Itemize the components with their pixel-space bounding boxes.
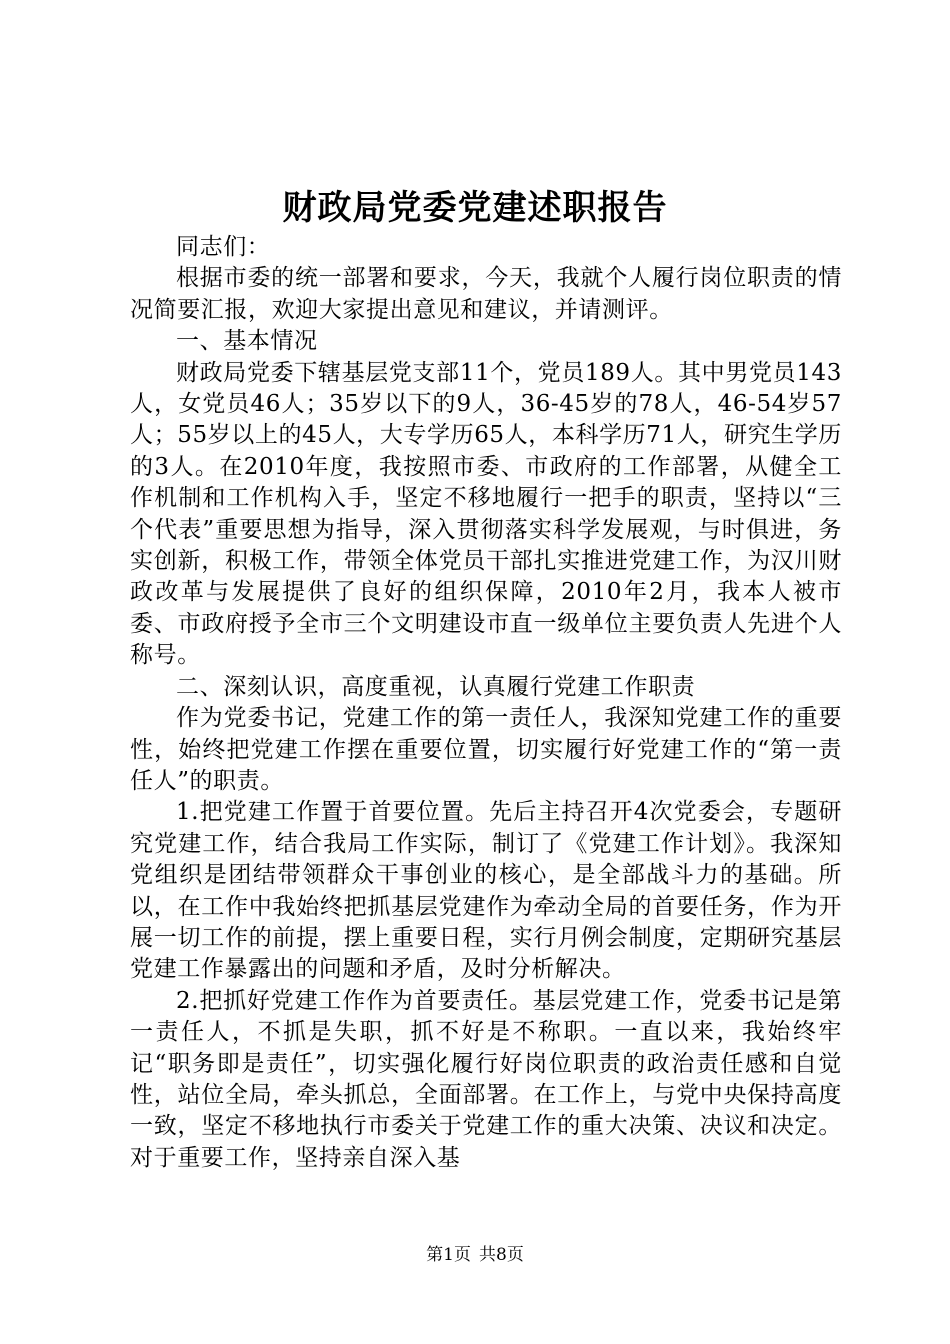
- item-1-paragraph: 1.把党建工作置于首要位置。先后主持召开4次党委会，专题研究党建工作，结合我局工作实际，制订了《党建工作计划》。我深知党组织是团结带领群众干事创业的核心，是全部战斗力的基础。所以，在工作中我始终把抓基层党建作为牵动全局的首要任务，作为开展一切工作的前提，摆上重要日程，实行月例会制度，定期研究基层党建工作暴露出的问题和矛盾，及时分析解决。: [130, 799, 842, 983]
- page-footer: [0, 1243, 950, 1267]
- page-number: 第1页: [426, 1245, 471, 1265]
- page-total: 共8页: [479, 1245, 524, 1265]
- item-2-paragraph: 2.把抓好党建工作作为首要责任。基层党建工作，党委书记是第一责任人，不抓是失职，抓不好是不称职。一直以来，我始终牢记“职务即是责任”，切实强化履行好岗位职责的政治责任感和自觉性，站位全局，牵头抓总，全面部署。在工作上，与党中央保持高度一致，坚定不移地执行市委关于党建工作的重大决策、决议和决定。对于重要工作，坚持亲自深入基: [130, 987, 842, 1171]
- document-body: [130, 232, 842, 1174]
- responsibility-paragraph: 作为党委书记，党建工作的第一责任人，我深知党建工作的重要性，始终把党建工作摆在重要位置，切实履行好党建工作的“第一责任人”的职责。: [130, 705, 842, 794]
- salutation-paragraph: 同志们：: [176, 234, 271, 260]
- intro-paragraph: 根据市委的统一部署和要求，今天，我就个人履行岗位职责的情况简要汇报，欢迎大家提出意见和建议，并请测评。: [130, 265, 842, 323]
- document-title: 财政局党委党建述职报告: [282, 188, 668, 228]
- section-heading-responsibility: 二、深刻认识，高度重视，认真履行党建工作职责: [176, 673, 696, 700]
- basic-info-paragraph: 财政局党委下辖基层党支部11个，党员189人。其中男党员143人，女党员46人；35岁以下的9人，36-45岁的78人，46-54岁57人；55岁以上的45人，大专学历65人，本科学历71人，研究生学历的3人。在2010年度，我按照市委、市政府的工作部署，从健全工作机制和工作机构入手，坚定不移地履行一把手的职责，坚持以“三个代表”重要思想为指导，深入贯彻落实科学发展观，与时俱进，务实创新，积极工作，带领全体党员干部扎实推进党建工作，为汉川财政改革与发展提供了良好的组织保障，2010年2月，我本人被市委、市政府授予全市三个文明建设市直一级单位主要负责人先进个人称号。: [130, 359, 842, 669]
- section-heading-basic-info: 一、基本情况: [176, 328, 318, 355]
